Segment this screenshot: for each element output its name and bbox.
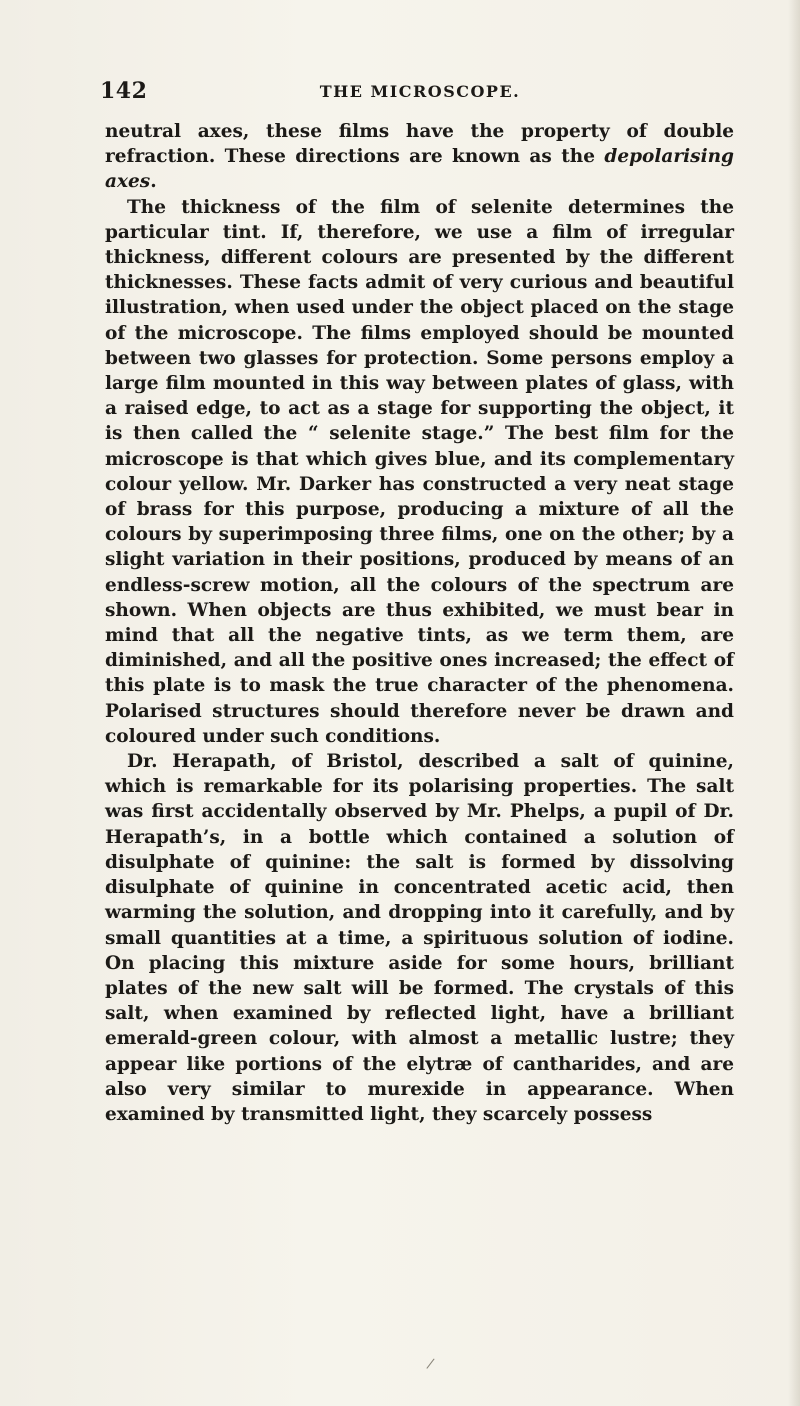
paragraph-text: neutral axes, these films have the property of double refraction. These directions are known as the [105,121,734,168]
body-text [105,119,734,1127]
running-head [100,78,740,106]
paragraph-selenite: The thickness of the film of selenite determines the particular tint. If, therefore, we use a film of irregular thickness, different colours are presented by the different thicknesses. These facts admit of very curious and beautiful illustration, when used under the object placed on the stage of the microscope. The films employed should be mounted between two glasses for protection. Some persons employ a large film mounted in this way between plates of glass, with a raised edge, to act as a stage for supporting the object, it is then called the “ selenite stage.” The best film for the microscope is that which gives blue, and its complementary colour yellow. Mr. Darker has constructed a very neat stage of brass for this purpose, producing a mixture of all the colours by superimposing three films, one on the other; by a slight variation in their positions, produced by means of an endless-screw motion, all the colours of the spectrum are shown. When objects are thus exhibited, we must bear in mind that all the negative tints, as we term them, are diminished, and all the positive ones increased; the effect of this plate is to mask the true character of the phenomena. Polarised structures should therefore never be drawn and coloured under such conditions. [105,196,734,747]
paragraph-text: . [150,171,157,193]
italic-term: depolarising axes [105,146,734,193]
stray-pencil-mark: / [425,1355,436,1373]
page-edge-shadow [788,0,800,1406]
paragraph-continued [105,119,734,195]
page-number: 142 [100,78,148,104]
paragraph-herapath: Dr. Herapath, of Bristol, described a salt of quinine, which is remarkable for its polarising properties. The salt was first accidentally observed by Mr. Phelps, a pupil of Dr. Herapath’s, in a bottle which contained a solution of disulphate of quinine: the salt is formed by dissolving disulphate of quinine in concentrated acetic acid, then warming the solution, and dropping into it carefully, and by small quantities at a time, a spirituous solution of iodine. On placing this mixture aside for some hours, brilliant plates of the new salt will be formed. The crystals of this salt, when examined by reflected light, have a brilliant emerald-green colour, with almost a metallic lustre; they appear like portions of the elytræ of cantharides, and are also very similar to murexide in appearance. When examined by transmitted light, they scarcely possess [105,751,734,1125]
page-header-title: THE MICROSCOPE. [319,82,521,101]
